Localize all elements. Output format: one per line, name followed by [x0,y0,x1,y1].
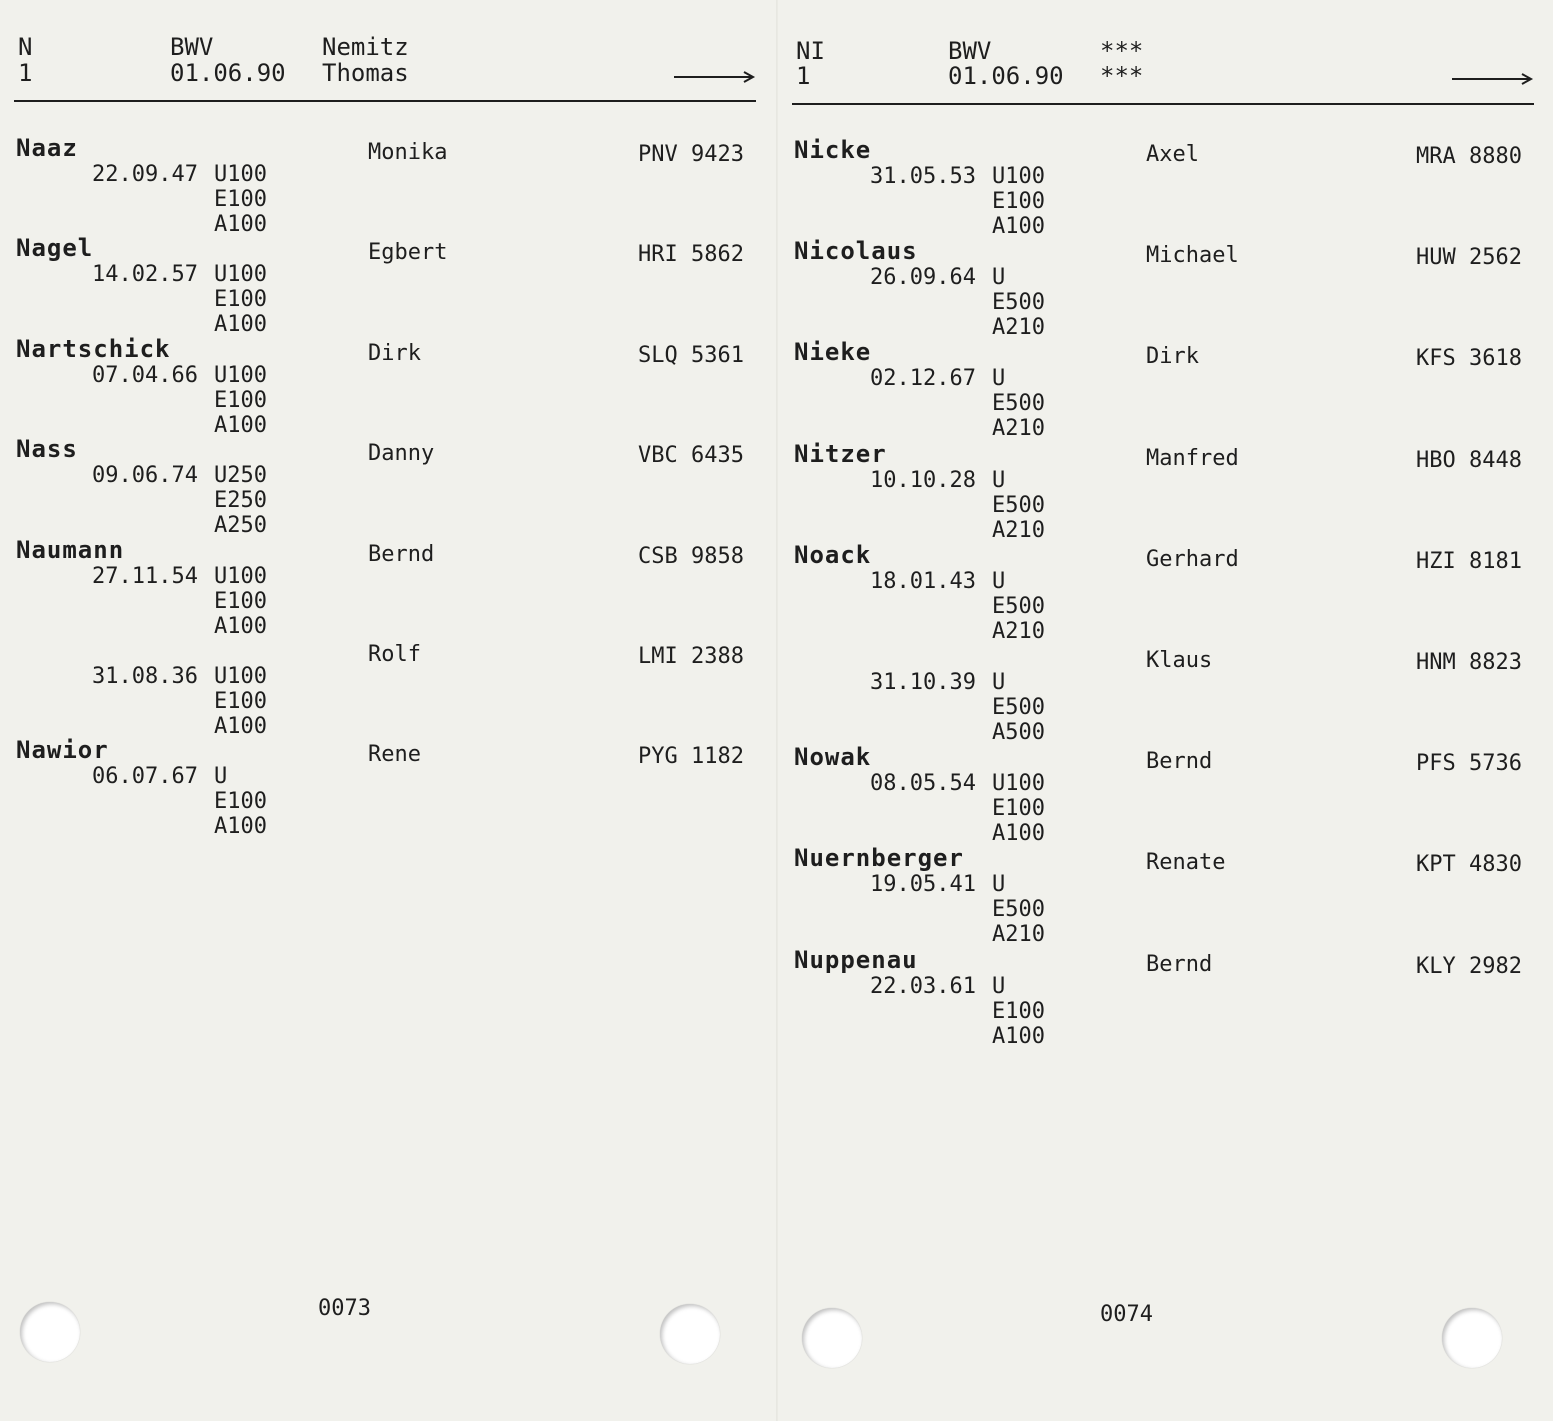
list-item [778,644,1538,744]
entry-code: E100 [214,387,267,413]
entry-code: A100 [214,212,267,237]
header-name-first: *** [1100,62,1144,90]
entry-code: U100 [214,162,267,187]
header-office: BWV [948,37,992,65]
entry-birthdate: 14.02.57 [92,262,198,288]
entry-birthdate: 27.11.54 [92,563,198,589]
entry-code: E500 [992,492,1045,518]
entry-birthdate: 31.10.39 [870,670,976,695]
entry-code: U [992,265,1006,291]
entry-code: A210 [992,618,1045,644]
entry-birthdate: 07.04.66 [92,362,198,388]
entry-code: E100 [214,789,267,815]
entry-firstname: Bernd [368,541,435,567]
entry-code: A100 [214,714,267,739]
entry-birthdate: 19.05.41 [870,872,976,898]
list-item [0,437,760,537]
entry-code: U [992,467,1006,493]
entry-code: U [992,366,1006,392]
entry-code: E100 [992,796,1045,822]
entry-surname: Nicolaus [794,237,918,266]
list-item [0,136,760,236]
entry-surname: Nuernberger [794,844,964,873]
header-section: N [18,33,33,61]
punch-hole [1442,1308,1502,1368]
entry-code: A250 [214,513,267,539]
entry-surname: Naumann [16,535,125,564]
entry-surname: Naaz [16,134,78,162]
entry-birthdate: 08.05.54 [870,771,976,797]
entry-reference: HZI 8181 [1416,548,1522,574]
entry-code: E100 [214,689,267,714]
entry-surname: Nieke [794,338,872,367]
list-item [778,138,1538,238]
entry-reference: CSB 9858 [638,543,744,569]
entry-code: A500 [992,720,1045,745]
entry-firstname: Dirk [368,340,421,366]
entry-code: E500 [992,391,1045,417]
entry-reference: KFS 3618 [1416,346,1522,372]
header-rule [792,103,1534,105]
entry-firstname: Manfred [1146,445,1239,471]
entry-code: U100 [214,563,267,589]
entry-firstname: Bernd [1146,749,1213,775]
entry-code: U100 [992,164,1045,189]
arrow-right-icon [674,70,754,84]
list-item [778,745,1538,845]
page-number: 0073 [318,1296,371,1321]
header-date: 01.06.90 [948,62,1064,90]
entry-reference: HNM 8823 [1416,650,1522,675]
header-section: NI [796,37,825,65]
punch-hole [660,1304,720,1364]
entry-code: E100 [992,998,1045,1024]
right-page [778,0,1553,1421]
entry-firstname: Klaus [1146,648,1213,673]
header-date: 01.06.90 [170,59,286,87]
arrow-right-icon [1452,72,1532,86]
entry-reference: VBC 6435 [638,443,744,469]
entry-reference: KLY 2982 [1416,953,1522,979]
entry-firstname: Danny [368,441,435,467]
list-item [778,945,1538,1049]
entry-code: E250 [214,488,267,514]
list-item [0,738,760,838]
list-item [778,340,1538,440]
entry-code: U250 [214,463,267,489]
entry-code: E500 [992,897,1045,923]
entry-reference: HUW 2562 [1416,245,1522,271]
entry-reference: HRI 5862 [638,242,744,268]
entry-firstname: Michael [1146,243,1239,269]
entry-surname: Noack [794,540,872,569]
list-item [778,846,1538,946]
entry-surname: Nitzer [794,439,887,468]
entry-code: A100 [214,412,267,438]
entry-code: A100 [992,1023,1045,1049]
entry-birthdate: 26.09.64 [870,265,976,291]
entry-code: U100 [214,362,267,388]
list-item [0,638,760,738]
entry-code: A210 [992,315,1045,341]
entry-code: E100 [214,287,267,313]
header-name-first: Thomas [322,59,409,87]
entry-code: A210 [992,416,1045,442]
entry-birthdate: 22.09.47 [92,162,198,187]
entry-code: U100 [214,262,267,288]
entry-reference: KPT 4830 [1416,852,1522,878]
entry-birthdate: 06.07.67 [92,764,198,790]
entry-birthdate: 18.01.43 [870,568,976,594]
entry-firstname: Monika [368,140,448,165]
header-name-last: Nemitz [322,33,409,61]
entry-code: U [992,670,1006,695]
list-item [778,439,1538,543]
entry-surname: Nuppenau [794,945,918,974]
list-item [0,535,760,639]
punch-hole [802,1308,862,1368]
entry-firstname: Dirk [1146,344,1199,370]
entry-reference: SLQ 5361 [638,342,744,368]
entry-reference: MRA 8880 [1416,144,1522,169]
entry-code: E500 [992,695,1045,720]
list-item [0,334,760,438]
entry-code: U [214,764,228,790]
entry-firstname: Gerhard [1146,546,1239,572]
entry-reference: PNV 9423 [638,142,744,167]
entry-firstname: Bernd [1146,951,1213,977]
entry-birthdate: 31.08.36 [92,664,198,689]
entry-code: A100 [214,613,267,639]
entry-code: A100 [214,814,267,840]
header-office: BWV [170,33,214,61]
entry-firstname: Rene [368,742,421,768]
entry-code: E500 [992,593,1045,619]
entry-code: U [992,568,1006,594]
entry-birthdate: 02.12.67 [870,366,976,392]
entry-code: E100 [214,588,267,614]
entry-birthdate: 22.03.61 [870,973,976,999]
header-rule [14,100,756,102]
entry-birthdate: 31.05.53 [870,164,976,189]
entry-code: U100 [992,771,1045,797]
entry-firstname: Renate [1146,850,1226,876]
entry-birthdate: 09.06.74 [92,463,198,489]
entry-code: E100 [214,187,267,212]
list-item [778,239,1538,339]
left-page [0,0,776,1421]
entry-code: U [992,973,1006,999]
list-item [778,540,1538,644]
page-number: 0074 [1100,1302,1153,1327]
entry-surname: Nartschick [16,334,171,363]
header-name-last: *** [1100,37,1144,65]
entry-code: A100 [214,312,267,338]
list-item [0,236,760,336]
entry-reference: PYG 1182 [638,744,744,770]
entry-surname: Nagel [16,234,94,263]
entry-code: U100 [214,664,267,689]
entry-code: U [992,872,1006,898]
entry-code: E100 [992,189,1045,214]
entry-firstname: Egbert [368,240,448,266]
entry-reference: HBO 8448 [1416,447,1522,473]
entry-surname: Nowak [794,743,872,772]
entry-reference: LMI 2388 [638,644,744,669]
entry-code: A210 [992,517,1045,543]
entry-code: A210 [992,922,1045,948]
header-number: 1 [18,59,33,87]
entry-birthdate: 10.10.28 [870,467,976,493]
entry-firstname: Axel [1146,142,1199,167]
entry-firstname: Rolf [368,642,421,667]
entry-surname: Nawior [16,736,109,765]
entry-code: E500 [992,290,1045,316]
punch-hole [20,1302,80,1362]
entry-code: A100 [992,821,1045,847]
entry-surname: Nicke [794,136,872,164]
entry-surname: Nass [16,435,78,464]
entry-code: A100 [992,214,1045,239]
entry-reference: PFS 5736 [1416,751,1522,777]
header-number: 1 [796,62,811,90]
